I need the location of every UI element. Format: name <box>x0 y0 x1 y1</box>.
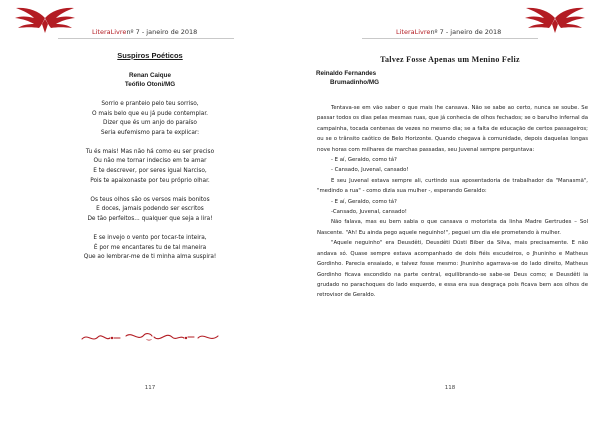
poem-line: Pois te apaixonaste por teu próprio olhar. <box>90 177 210 184</box>
page-number: 117 <box>144 385 156 391</box>
running-header <box>92 28 197 36</box>
author-name: Renan Caique <box>129 72 171 79</box>
poem-stanza <box>0 196 300 225</box>
poem-body <box>0 100 300 272</box>
poem-line: Os teus olhos são os versos mais bonitos <box>90 196 210 203</box>
issue-info: nº 7 - janeiro de 2018 <box>126 28 198 36</box>
poem-line: E te descrever, por seres igual Narciso, <box>93 168 207 175</box>
poem-line: E doces, jamais podendo ser escritos <box>96 206 204 213</box>
poem-line: E se invejo o vento por tocar-te inteira, <box>93 235 207 242</box>
poem-stanza <box>0 100 300 138</box>
author-name: Reinaldo Fernandes <box>316 70 377 77</box>
winged-emblem-icon <box>14 6 76 36</box>
poem-line: Que ao lembrar-me de ti minha alma suspira! <box>83 254 217 261</box>
story-paragraph: "Aquele neguinho" era Deusdêti, Deusdêti Düsti Biber da Silva, mais precisamente. E não andava só. Quase sempre estava acompanhado de dois fiéis escudeiros, o Jhuninho e Matheus Gordinho. Parecia ensaiado, e talvez fosse mesmo: Jhuninho agarrava-se do lado direito, Matheus Gordinho ficava escondido na parte central, equilibrando-se sabe-se Deus como; e Deusdêti ia grudado no parachoques do lado esquerdo, e essa era sua desgraça pois ficava bem aos olhos de retrovisor de Geraldo. <box>317 240 588 299</box>
poem-line: É por me encantares tu de tal maneira <box>93 244 207 251</box>
header-divider <box>362 38 538 39</box>
header-divider <box>58 38 234 39</box>
story-paragraph: -Cansado, Juvenal, cansado! <box>331 209 407 216</box>
story-paragraph: Não falava, mas eu bem sabia o que cansava o motorista da linha Madre Gertrudes – Sol Nascente. "Ah! Eu ainda pego aquele neguinho!", peguei um dia ele prometendo à mulher. <box>317 219 588 236</box>
page-number: 118 <box>444 385 456 391</box>
poem-line: Tu és mais! Mas não há como eu ser preciso <box>85 148 215 155</box>
poem-stanza <box>0 234 300 263</box>
story-paragraph: - E aí, Geraldo, como tá? <box>331 157 397 164</box>
right-page <box>300 0 600 424</box>
issue-info: nº 7 - janeiro de 2018 <box>430 28 502 36</box>
ornamental-divider-icon <box>80 327 220 347</box>
poem-line: Sorrio e pranteio pelo teu sorriso, <box>101 101 199 107</box>
story-paragraph: Tentava-se em vão saber o que mais lhe cansava. Não se sabe ao certo, nunca se soube. Se passar todos os dias pelas mesmas ruas, que já conhecia de olhos fechados; se o barulho infernal da campainha, tocada centenas de vezes no mesmo dia; se a falta de educação de certos passageiros; ou se o trânsito caótico de Belo Horizonte. Quando chegava à comunidade, depois daquelas longas nove horas com milhares de marchas passadas, seu Juvenal sempre perguntava: <box>317 105 588 153</box>
author-location: Brumadinho/MG <box>330 78 379 86</box>
winged-emblem-icon <box>524 6 586 36</box>
story-body <box>317 103 588 301</box>
poem-title: Suspiros Poéticos <box>117 51 183 60</box>
story-title: Talvez Fosse Apenas um Menino Feliz <box>380 55 520 64</box>
story-paragraph: - Cansado, Juvenal, cansado! <box>331 167 409 174</box>
poem-line: O mais belo que eu já pude contemplar. <box>91 110 209 117</box>
poem-line: Dizer que és um anjo do paraíso <box>103 120 197 127</box>
story-paragraph: E seu Juvenal estava sempre ali, curtindo sua aposentadoria de trabalhador da "Manasmã", "medindo a rua" - como dizia sua mulher -, esperando Geraldo: <box>317 177 588 195</box>
poem-line: Seria eufemismo para te explicar: <box>100 129 200 136</box>
story-paragraph: - E aí, Geraldo, como tá? <box>331 198 397 205</box>
poem-line: Ou não me tornar indeciso em te amar <box>93 158 207 165</box>
poem-stanza <box>0 148 300 186</box>
running-header <box>396 28 501 36</box>
brand-name: LiteraLivre <box>396 28 431 36</box>
story-author <box>316 70 379 87</box>
brand-name: LiteraLivre <box>92 28 127 36</box>
poem-line: De tão perfeitos... qualquer que seja a lira! <box>87 215 213 222</box>
poem-author <box>0 72 300 89</box>
author-location: Teófilo Otoni/MG <box>124 80 176 88</box>
